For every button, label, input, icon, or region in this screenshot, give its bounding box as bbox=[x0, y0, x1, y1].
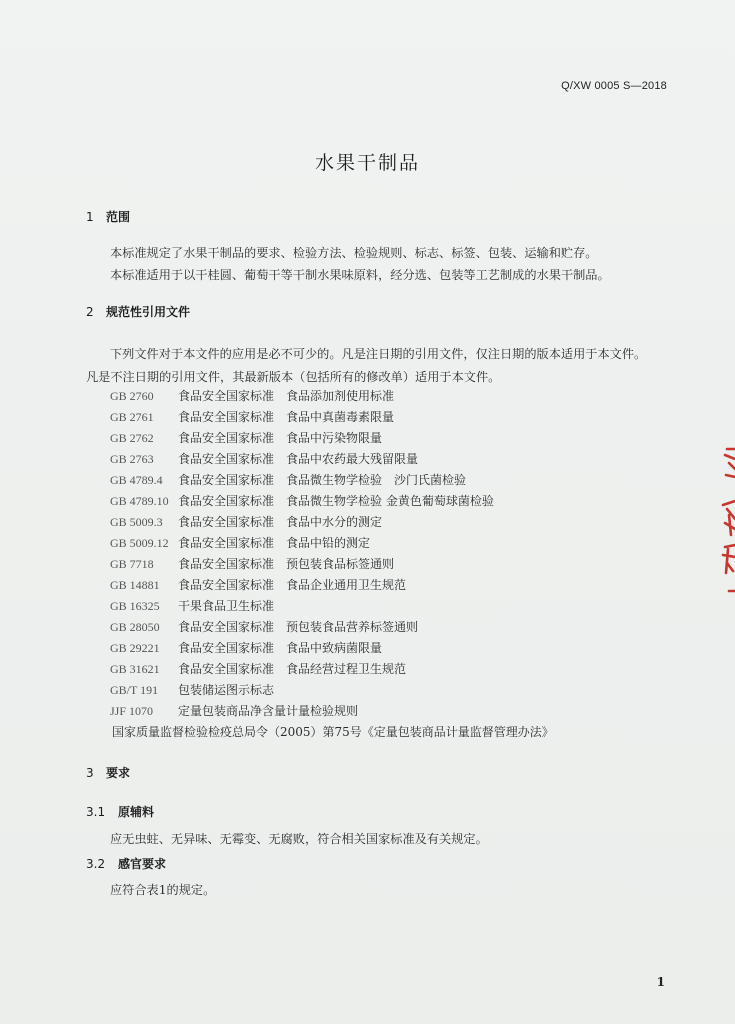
reference-item bbox=[110, 449, 554, 470]
section-3-heading bbox=[86, 764, 130, 781]
section-number: 1 bbox=[86, 210, 94, 224]
reference-item bbox=[110, 575, 554, 596]
section-title: 要求 bbox=[106, 766, 131, 780]
reference-item bbox=[110, 701, 554, 722]
reference-title: 食品安全国家标准 预包装食品营养标签通则 bbox=[178, 620, 419, 634]
standard-code: Q/XW 0005 S—2018 bbox=[561, 80, 667, 92]
reference-title: 定量包装商品净含量计量检验规则 bbox=[178, 704, 359, 718]
reference-title: 国家质量监督检验检疫总局令（2005）第75号《定量包装商品计量监督管理办法》 bbox=[112, 725, 554, 739]
reference-item bbox=[110, 722, 554, 743]
section-title: 规范性引用文件 bbox=[106, 305, 191, 319]
reference-item bbox=[110, 470, 554, 491]
reference-code: GB 16325 bbox=[110, 599, 160, 613]
section-number: 3 bbox=[86, 766, 94, 780]
reference-title: 食品安全国家标准 食品中铅的测定 bbox=[178, 536, 371, 550]
reference-code: GB 5009.12 bbox=[110, 536, 169, 550]
section-2-intro-2: 凡是不注日期的引用文件，其最新版本（包括所有的修改单）适用于本文件。 bbox=[86, 370, 501, 384]
reference-code: GB 5009.3 bbox=[110, 515, 163, 529]
reference-title: 食品安全国家标准 食品中水分的测定 bbox=[178, 515, 383, 529]
reference-title: 食品安全国家标准 食品中污染物限量 bbox=[178, 431, 383, 445]
reference-item bbox=[110, 680, 554, 701]
reference-title: 食品安全国家标准 预包装食品标签通则 bbox=[178, 557, 395, 571]
section-1-paragraph-2: 本标准适用于以干桂圆、葡萄干等干制水果味原料，经分选、包装等工艺制成的水果干制品。 bbox=[110, 268, 610, 282]
reference-item bbox=[110, 386, 554, 407]
reference-code: GB 7718 bbox=[110, 557, 154, 571]
section-number: 2 bbox=[86, 305, 94, 319]
subsection-title: 感官要求 bbox=[118, 857, 167, 871]
section-2-intro-1: 下列文件对于本文件的应用是必不可少的。凡是注日期的引用文件，仅注日期的版本适用于本文件。 bbox=[110, 347, 647, 361]
reference-title: 食品安全国家标准 食品中致病菌限量 bbox=[178, 641, 383, 655]
reference-item bbox=[110, 596, 554, 617]
reference-code: GB 31621 bbox=[110, 662, 160, 676]
section-title: 范围 bbox=[106, 210, 131, 224]
page-title: 水果干制品 bbox=[314, 152, 420, 174]
reference-item bbox=[110, 638, 554, 659]
reference-code: GB 4789.4 bbox=[110, 473, 163, 487]
reference-code: JJF 1070 bbox=[110, 704, 154, 718]
reference-code: GB 28050 bbox=[110, 620, 160, 634]
reference-item bbox=[110, 554, 554, 575]
reference-title: 食品安全国家标准 食品企业通用卫生规范 bbox=[178, 578, 407, 592]
reference-code: GB 2760 bbox=[110, 389, 154, 403]
section-3-2-heading bbox=[86, 855, 166, 872]
reference-item bbox=[110, 428, 554, 449]
section-2-heading bbox=[86, 303, 190, 320]
reference-title: 食品安全国家标准 食品添加剂使用标准 bbox=[178, 389, 395, 403]
reference-code: GB 2763 bbox=[110, 452, 154, 466]
section-1-heading bbox=[86, 208, 130, 225]
reference-item bbox=[110, 407, 554, 428]
reference-item bbox=[110, 512, 554, 533]
reference-code: GB 2762 bbox=[110, 431, 154, 445]
reference-code: GB 29221 bbox=[110, 641, 160, 655]
seal-stamp-fragment bbox=[713, 445, 735, 595]
reference-title: 食品安全国家标准 食品经营过程卫生规范 bbox=[178, 662, 407, 676]
reference-code: GB 4789.10 bbox=[110, 494, 169, 508]
section-3-1-text: 应无虫蛀、无异味、无霉变、无腐败，符合相关国家标准及有关规定。 bbox=[110, 832, 488, 846]
reference-title: 食品安全国家标准 食品中农药最大残留限量 bbox=[178, 452, 419, 466]
section-1-paragraph-1: 本标准规定了水果干制品的要求、检验方法、检验规则、标志、标签、包装、运输和贮存。 bbox=[110, 246, 598, 260]
reference-item bbox=[110, 491, 554, 512]
section-3-2-text: 应符合表1的规定。 bbox=[110, 883, 216, 897]
subsection-number: 3.1 bbox=[86, 805, 106, 819]
reference-code: GB 14881 bbox=[110, 578, 160, 592]
reference-title: 食品安全国家标准 食品微生物学检验 金黄色葡萄球菌检验 bbox=[178, 494, 494, 508]
reference-title: 干果食品卫生标准 bbox=[178, 599, 275, 613]
reference-title: 包装储运图示标志 bbox=[178, 683, 275, 697]
subsection-number: 3.2 bbox=[86, 857, 106, 871]
reference-item bbox=[110, 617, 554, 638]
reference-code: GB/T 191 bbox=[110, 683, 159, 697]
reference-code: GB 2761 bbox=[110, 410, 154, 424]
reference-title: 食品安全国家标准 食品中真菌毒素限量 bbox=[178, 410, 395, 424]
subsection-title: 原辅料 bbox=[118, 805, 155, 819]
section-3-1-heading bbox=[86, 803, 154, 820]
page-number: 1 bbox=[656, 975, 665, 989]
reference-list bbox=[110, 386, 554, 743]
reference-item bbox=[110, 659, 554, 680]
reference-title: 食品安全国家标准 食品微生物学检验 沙门氏菌检验 bbox=[178, 473, 467, 487]
reference-item bbox=[110, 533, 554, 554]
